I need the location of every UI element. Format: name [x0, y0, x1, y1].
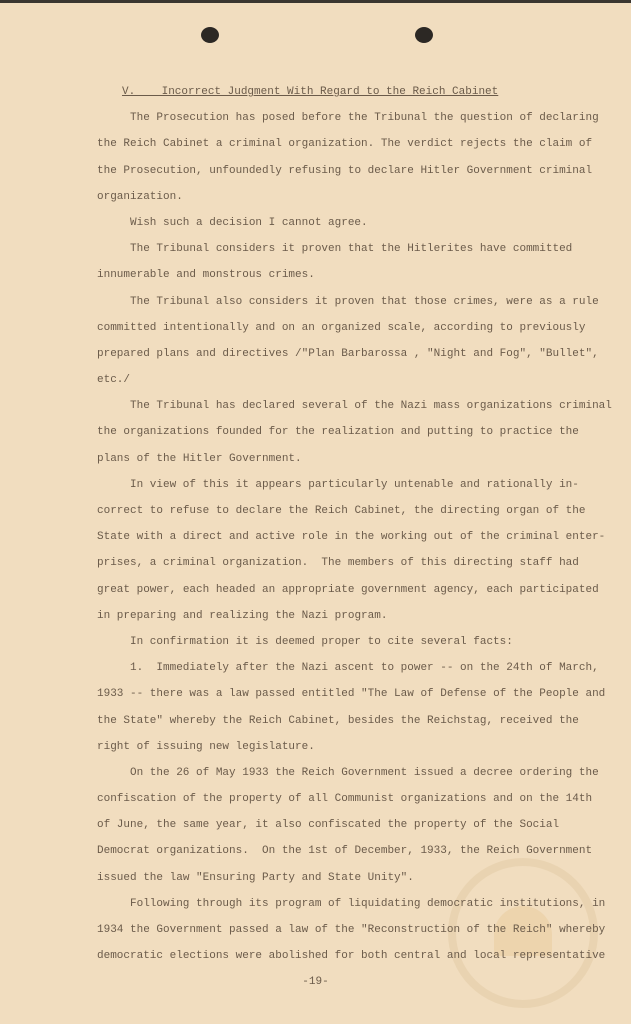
paragraph — [97, 894, 617, 973]
text-line: innumerable and monstrous crimes. — [97, 269, 315, 282]
document-body — [97, 82, 617, 972]
text-line: in preparing and realizing the Nazi program. — [97, 609, 388, 622]
text-line: organization. — [97, 190, 183, 203]
page-top-edge — [0, 0, 631, 3]
paragraph — [97, 213, 617, 239]
paragraph — [97, 108, 617, 213]
text-line: Wish such a decision I cannot agree. — [130, 216, 368, 229]
text-line: On the 26 of May 1933 the Reich Government issued a decree ordering the — [130, 766, 599, 779]
text-line: 1933 -- there was a law passed entitled "The Law of Defense of the People and — [97, 688, 606, 701]
paragraph — [97, 239, 617, 291]
text-line: the State" whereby the Reich Cabinet, besides the Reichstag, received the — [97, 714, 579, 727]
text-line: The Tribunal has declared several of the Nazi mass organizations criminal — [130, 400, 612, 413]
section-heading: V. Incorrect Judgment With Regard to the Reich Cabinet — [122, 86, 499, 98]
text-line: State with a direct and active role in the working out of the criminal enter- — [97, 531, 606, 544]
text-line: The Prosecution has posed before the Tribunal the question of declaring — [130, 112, 599, 125]
text-line: Democrat organizations. On the 1st of December, 1933, the Reich Government — [97, 845, 593, 858]
text-line: correct to refuse to declare the Reich Cabinet, the directing organ of the — [97, 505, 586, 517]
paragraph — [97, 475, 617, 632]
text-line: prepared plans and directives /"Plan Barbarossa , "Night and Fog", "Bullet", — [97, 347, 599, 360]
text-line: the Prosecution, unfoundedly refusing to declare Hitler Government criminal — [97, 164, 593, 177]
paragraph — [97, 658, 617, 763]
text-line: etc./ — [97, 374, 131, 387]
text-line: confiscation of the property of all Communist organizations and on the 14th — [97, 793, 593, 806]
text-line: committed intentionally and on an organized scale, according to previously — [97, 321, 586, 334]
text-line: 1. Immediately after the Nazi ascent to power -- on the 24th of March, — [130, 662, 599, 675]
text-line: The Tribunal also considers it proven that those crimes, were as a rule — [130, 295, 599, 308]
paragraph — [97, 763, 617, 894]
text-line: right of issuing new legislature. — [97, 740, 315, 753]
page-number: -19- — [302, 976, 329, 988]
text-line: prises, a criminal organization. The members of this directing staff had — [97, 557, 579, 570]
paragraph — [97, 632, 617, 658]
text-line: issued the law "Ensuring Party and State Unity". — [97, 871, 414, 884]
text-line: 1934 the Government passed a law of the "Reconstruction of the Reich" whereby — [97, 924, 606, 936]
text-line: great power, each headed an appropriate government agency, each participated — [97, 583, 599, 596]
text-line: Following through its program of liquidating democratic institutions, in — [130, 897, 606, 910]
text-line: the organizations founded for the realization and putting to practice the — [97, 426, 579, 439]
punch-hole-right — [415, 27, 433, 43]
text-line: The Tribunal considers it proven that the Hitlerites have committed — [130, 243, 573, 256]
paragraph — [97, 396, 617, 475]
text-line: of June, the same year, it also confiscated the property of the Social — [97, 819, 560, 832]
punch-hole-left — [201, 27, 219, 43]
text-line: democratic elections were abolished for both central and local representative — [97, 950, 606, 963]
text-line: plans of the Hitler Government. — [97, 452, 302, 465]
paragraph — [97, 292, 617, 397]
text-line: In view of this it appears particularly untenable and rationally in- — [130, 478, 579, 491]
text-line: the Reich Cabinet a criminal organization. The verdict rejects the claim of — [97, 138, 593, 151]
text-line: In confirmation it is deemed proper to cite several facts: — [130, 635, 513, 648]
